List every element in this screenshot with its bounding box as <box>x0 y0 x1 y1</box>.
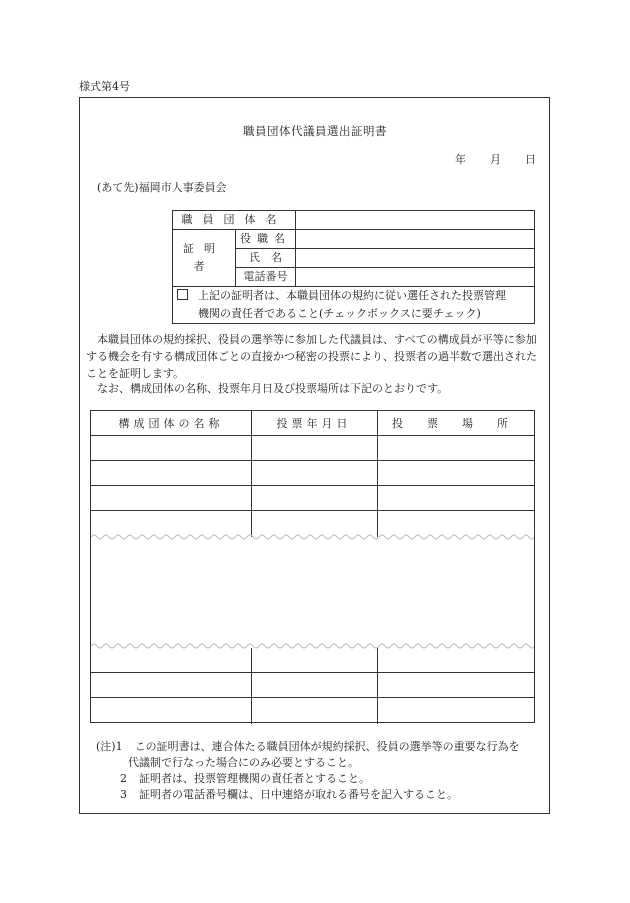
col-header-ballot-date: 投票年月日 <box>276 417 352 430</box>
check-text-line-2: 機関の責任者であること(チェックボックスに要チェック) <box>198 307 481 320</box>
column-divider <box>251 411 252 537</box>
note-2 <box>96 771 520 787</box>
note-1 <box>96 739 520 755</box>
note-3 <box>96 787 520 803</box>
col-header-org-name: 構成団体の名称 <box>118 417 224 430</box>
check-text-line-1: 上記の証明者は、本職員団体の規約に従い選任された投票管理 <box>198 289 506 302</box>
note-3-prefix: 3 <box>120 788 127 801</box>
table-row[interactable] <box>91 461 534 486</box>
col-header-ballot-place: 投票場所 <box>392 417 532 430</box>
name-label: 氏 名 <box>236 249 296 268</box>
note-2-prefix: 2 <box>120 772 127 785</box>
phone-field[interactable] <box>296 268 535 287</box>
table-row[interactable] <box>91 436 534 461</box>
note-3-text: 証明者の電話番号欄は、日中連絡が取れる番号を記入すること。 <box>139 788 458 801</box>
certification-checkbox[interactable] <box>177 289 188 300</box>
details-paragraph: なお、構成団体の名称、投票年月日及び投票場所は下記のとおりです。 <box>97 382 449 395</box>
document-title: 職員団体代議員選出証明書 <box>243 124 387 138</box>
note-1-continued: 代議制で行なった場合にのみ必要とすること。 <box>128 756 359 769</box>
table-row[interactable] <box>91 486 534 511</box>
certification-check-row <box>173 287 535 324</box>
table-row[interactable] <box>91 648 534 673</box>
addressee: (あて先)福岡市人事委員会 <box>97 181 227 194</box>
header-row <box>91 411 534 436</box>
date-month-label: 月 <box>490 153 501 166</box>
notes-section <box>96 739 520 803</box>
column-divider <box>377 411 378 537</box>
certifier-table <box>172 210 535 324</box>
position-label: 役職名 <box>236 230 296 249</box>
note-1-prefix: (注)1 <box>96 740 123 753</box>
org-name-label: 職員団体名 <box>173 211 296 230</box>
name-field[interactable] <box>296 249 535 268</box>
omission-wave-top <box>91 533 534 541</box>
position-field[interactable] <box>296 230 535 249</box>
column-divider <box>251 648 252 724</box>
phone-label: 電話番号 <box>236 268 296 287</box>
column-divider <box>377 648 378 724</box>
date-year-label: 年 <box>455 153 466 166</box>
table-row[interactable] <box>91 673 534 698</box>
org-name-field[interactable] <box>296 211 535 230</box>
ballot-table <box>90 410 535 723</box>
note-1-text: この証明書は、連合体たる職員団体が規約採択、役員の選挙等の重要な行為を <box>134 740 520 753</box>
form-number: 様式第4号 <box>79 80 130 93</box>
date-day-label: 日 <box>525 153 536 166</box>
note-2-text: 証明者は、投票管理機関の責任者とすること。 <box>139 772 370 785</box>
certifier-label: 証明者 <box>173 230 236 287</box>
certification-paragraph: 本職員団体の規約採択、役員の選挙等に参加した代議員は、すべての構成員が平等に参加する機会を有する構成団体ごとの直接かつ秘密の投票により、投票者の過半数で選出されたことを証明します。 <box>86 333 537 380</box>
